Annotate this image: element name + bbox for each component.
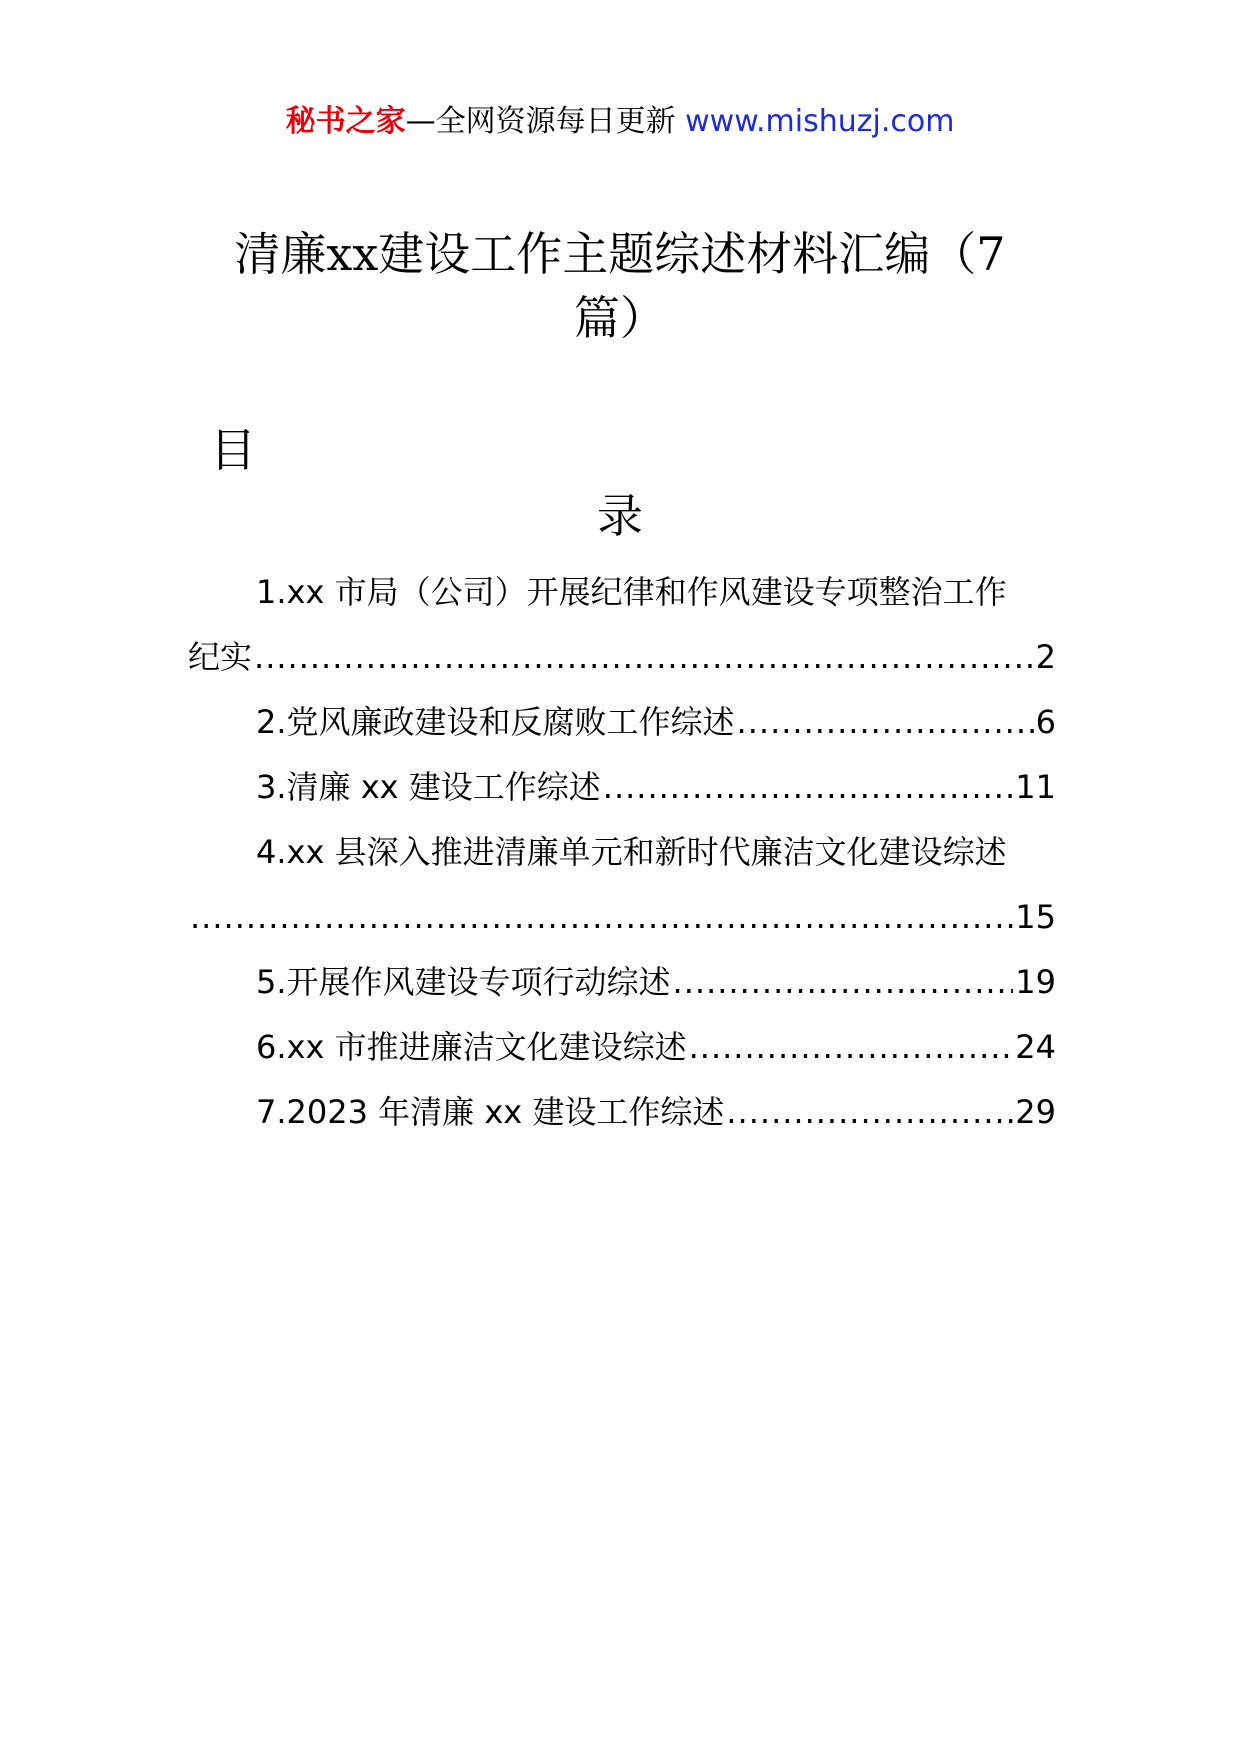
toc-page-number: 15 bbox=[1015, 898, 1056, 936]
title-latin: xx bbox=[326, 227, 379, 281]
title-line-2: 篇） bbox=[574, 291, 666, 345]
toc-item-4-line-1[interactable] bbox=[188, 814, 1056, 879]
document-title bbox=[200, 222, 1040, 350]
brand-name: 秘书之家 bbox=[285, 104, 406, 139]
toc-item-title: 7.2023 年清廉 xx 建设工作综述 bbox=[256, 1093, 725, 1131]
toc-leader-dots bbox=[689, 1020, 1014, 1074]
header-slogan: —全网资源每日更新 bbox=[405, 104, 676, 139]
toc-item-title: 4.xx 县深入推进清廉单元和新时代廉洁文化建设综述 bbox=[256, 833, 1007, 871]
toc-page-number: 6 bbox=[1035, 703, 1056, 741]
toc-item-1-line-2[interactable] bbox=[188, 619, 1056, 684]
toc-page-number: 24 bbox=[1015, 1028, 1056, 1066]
toc-item-2[interactable] bbox=[188, 684, 1056, 749]
toc-item-3[interactable] bbox=[188, 749, 1056, 814]
toc-page-number: 19 bbox=[1015, 963, 1056, 1001]
toc-page-number: 11 bbox=[1015, 768, 1056, 806]
toc-item-title: 3.清廉 xx 建设工作综述 bbox=[256, 768, 601, 806]
toc-leader-dots bbox=[603, 760, 1014, 814]
toc-leader-dots bbox=[726, 1085, 1013, 1139]
toc-item-7[interactable] bbox=[188, 1074, 1056, 1139]
site-header bbox=[0, 100, 1240, 144]
toc-leader-dots bbox=[254, 630, 1034, 684]
title-line-1 bbox=[200, 222, 1040, 286]
toc-item-title-continued: 纪实 bbox=[188, 638, 253, 676]
toc-item-title: 5.开展作风建设专项行动综述 bbox=[256, 963, 671, 1001]
toc-leader-dots bbox=[673, 955, 1014, 1009]
toc-item-title: 2.党风廉政建设和反腐败工作综述 bbox=[256, 703, 735, 741]
toc-page-number: 2 bbox=[1035, 638, 1056, 676]
site-url-link[interactable]: www.mishuzj.com bbox=[685, 104, 955, 139]
table-of-contents bbox=[188, 554, 1056, 1139]
toc-leader-dots bbox=[190, 890, 1013, 944]
toc-item-4-line-2[interactable] bbox=[188, 879, 1056, 944]
toc-item-6[interactable] bbox=[188, 1009, 1056, 1074]
toc-page-number: 29 bbox=[1015, 1093, 1056, 1131]
title-part-2: 建设工作主题综述材料汇编（ bbox=[378, 227, 977, 281]
toc-heading-first-char: 目 bbox=[210, 423, 256, 477]
title-part-1: 清廉 bbox=[234, 227, 327, 281]
toc-leader-dots bbox=[737, 695, 1034, 749]
toc-item-1-line-1[interactable] bbox=[188, 554, 1056, 619]
toc-item-5[interactable] bbox=[188, 944, 1056, 1009]
title-number: 7 bbox=[976, 227, 1006, 281]
toc-item-title: 1.xx 市局（公司）开展纪律和作风建设专项整治工作 bbox=[256, 573, 1007, 611]
toc-heading-second-char: 录 bbox=[597, 489, 643, 543]
toc-item-title: 6.xx 市推进廉洁文化建设综述 bbox=[256, 1028, 687, 1066]
